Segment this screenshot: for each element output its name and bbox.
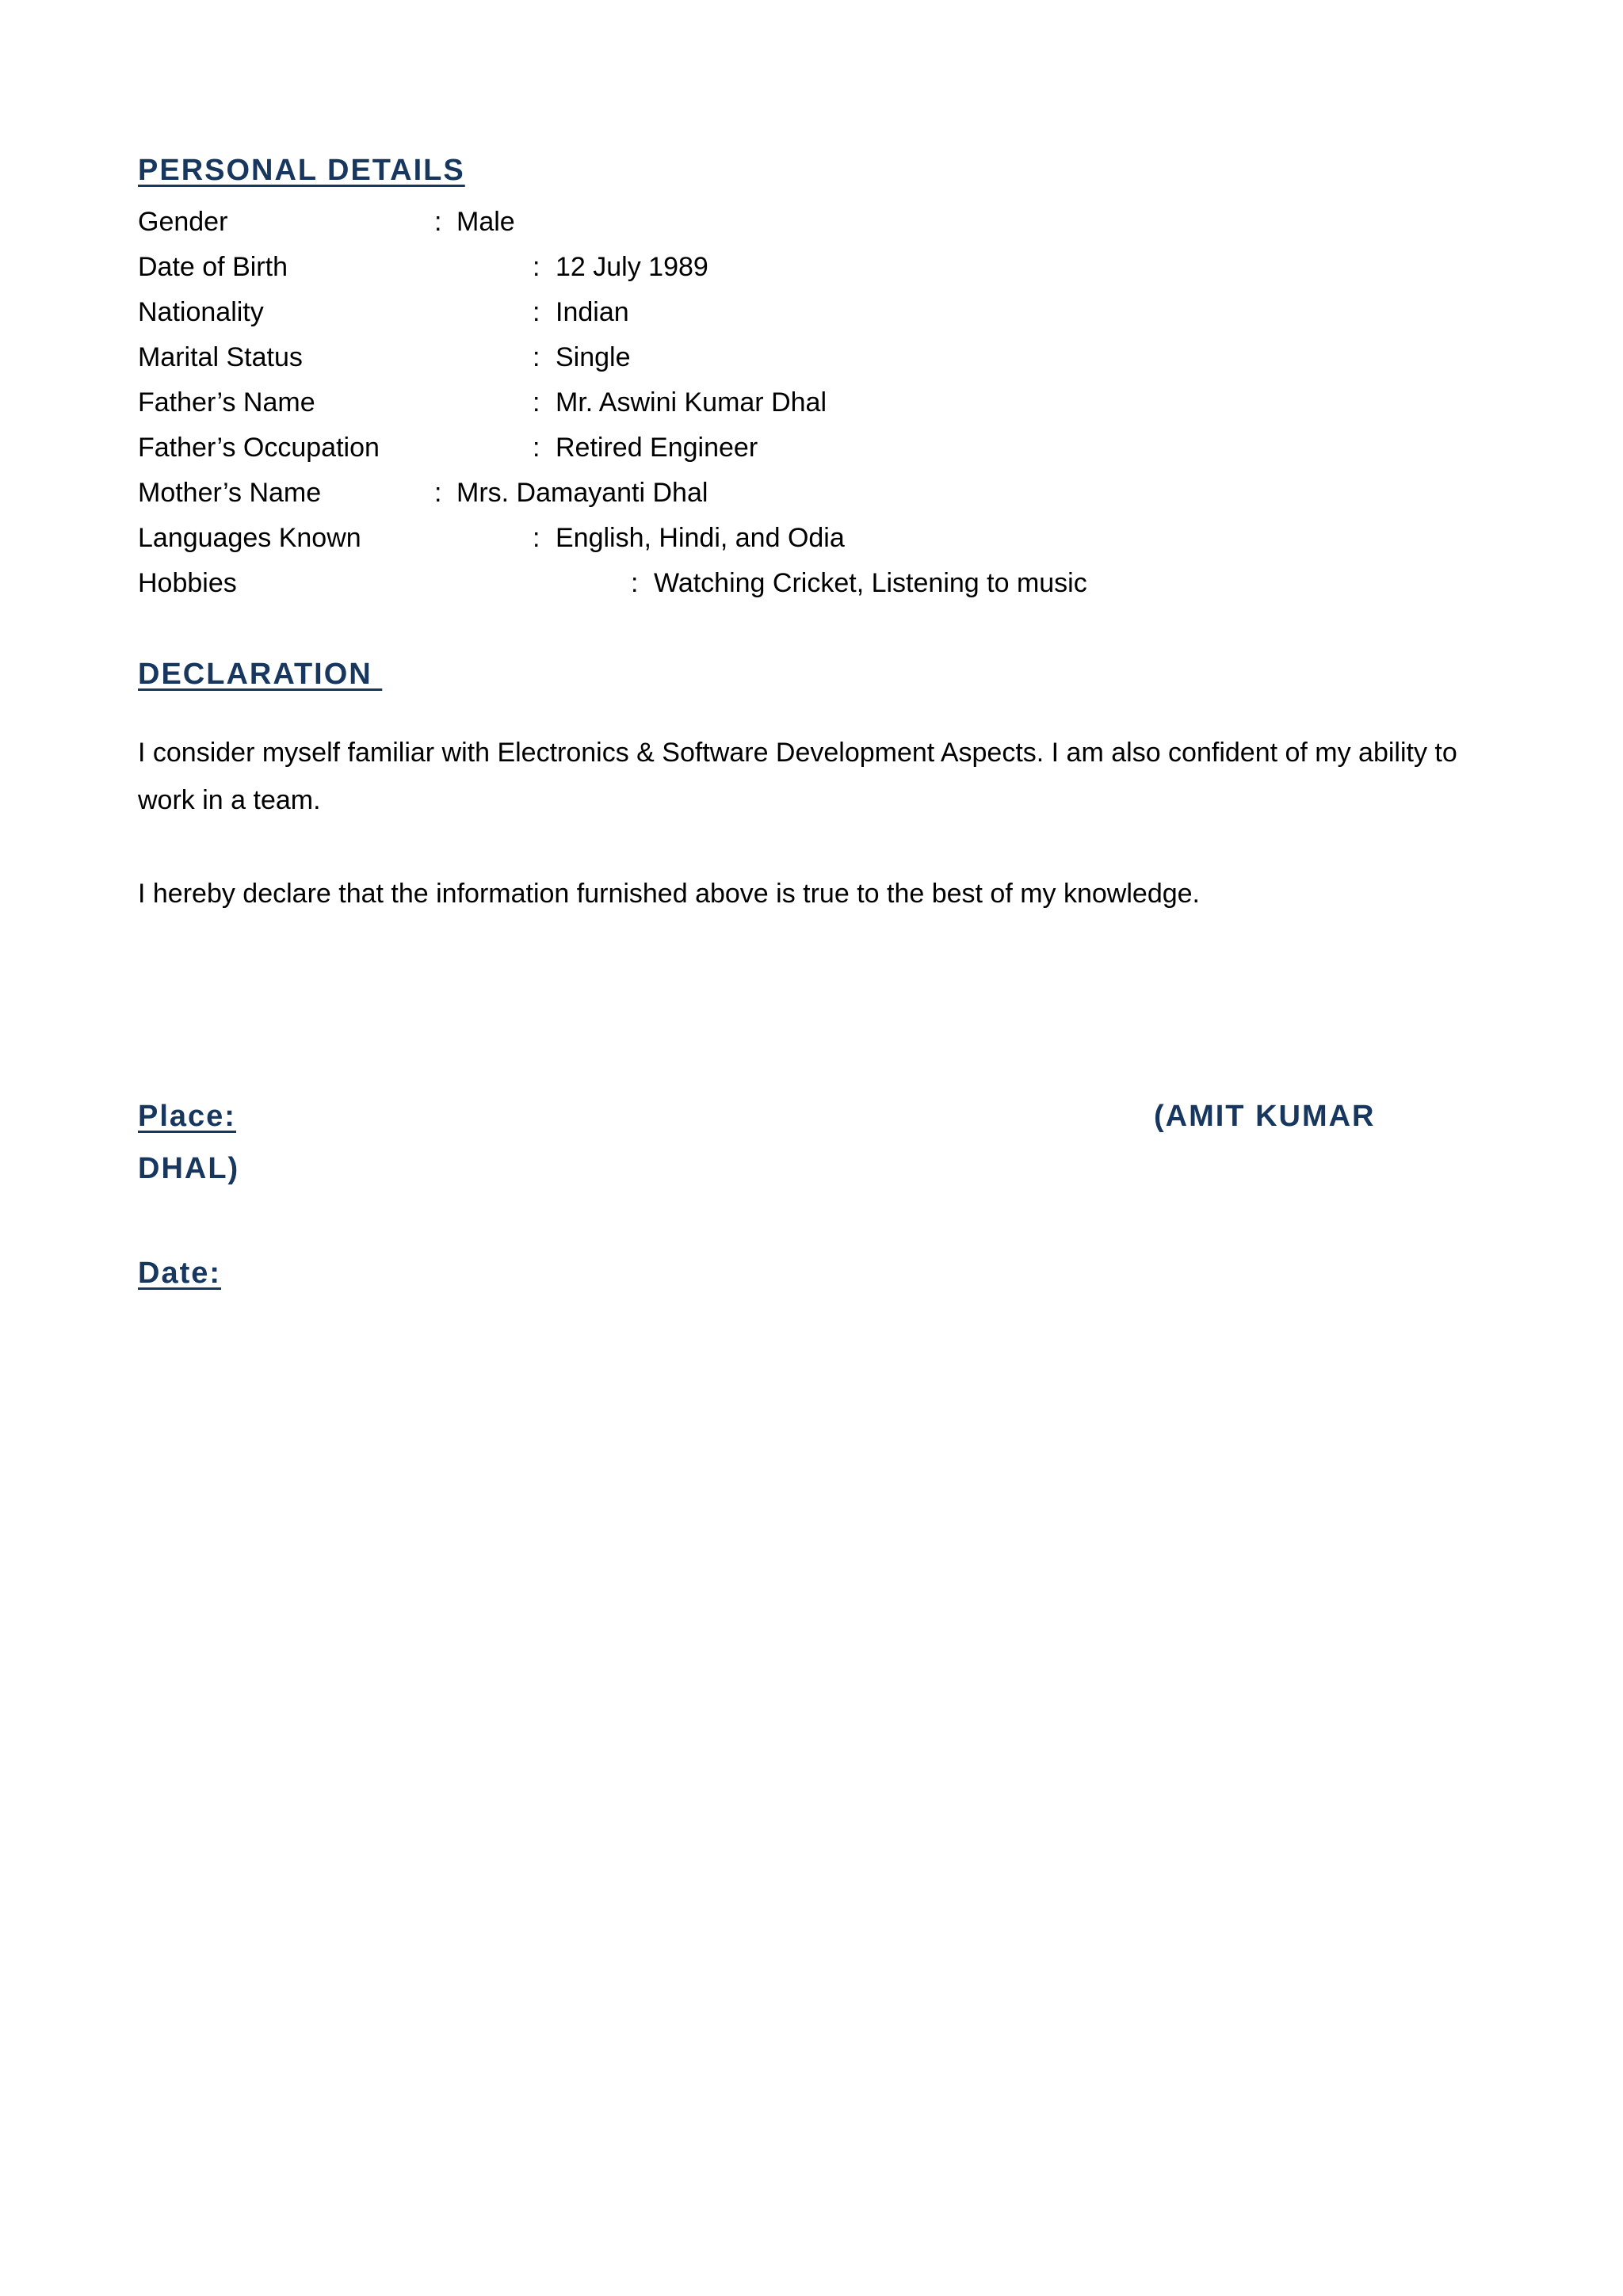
detail-value: Single <box>556 342 631 372</box>
detail-separator: : <box>533 252 540 282</box>
detail-value: Male <box>456 207 515 237</box>
detail-value: English, Hindi, and Odia <box>556 523 845 553</box>
detail-label: Father’s Occupation <box>138 433 380 463</box>
detail-value: 12 July 1989 <box>556 252 708 282</box>
personal-details-heading: PERSONAL DETAILS <box>138 154 465 187</box>
detail-separator: : <box>533 387 540 418</box>
detail-label: Marital Status <box>138 342 303 372</box>
detail-value: Retired Engineer <box>556 433 758 463</box>
detail-label: Date of Birth <box>138 252 288 282</box>
detail-value: Indian <box>556 297 629 327</box>
detail-label: Nationality <box>138 297 264 327</box>
signatory-name-line-1: (AMIT KUMAR <box>1154 1100 1376 1133</box>
detail-separator: : <box>434 207 442 237</box>
detail-label: Languages Known <box>138 523 361 553</box>
detail-value: Watching Cricket, Listening to music <box>654 568 1087 598</box>
detail-label: Gender <box>138 207 228 237</box>
detail-separator: : <box>631 568 639 598</box>
detail-value: Mrs. Damayanti Dhal <box>456 478 708 508</box>
detail-separator: : <box>533 297 540 327</box>
detail-label: Mother’s Name <box>138 478 322 508</box>
declaration-paragraph-2: I hereby declare that the information furnished above is true to the best of my knowledge. <box>138 879 1200 909</box>
declaration-paragraph-1: I consider myself familiar with Electronics & Software Development Aspects. I am also confident of my ability to work in a team. <box>138 738 1457 815</box>
place-label: Place: <box>138 1100 236 1133</box>
detail-label: Hobbies <box>138 568 237 598</box>
detail-label: Father’s Name <box>138 387 315 418</box>
detail-separator: : <box>533 523 540 553</box>
declaration-heading: DECLARATION <box>138 658 383 691</box>
detail-separator: : <box>533 342 540 372</box>
detail-separator: : <box>533 433 540 463</box>
signatory-name-line-2: DHAL) <box>138 1152 240 1185</box>
date-label: Date: <box>138 1257 222 1290</box>
detail-separator: : <box>434 478 442 508</box>
detail-value: Mr. Aswini Kumar Dhal <box>556 387 827 418</box>
